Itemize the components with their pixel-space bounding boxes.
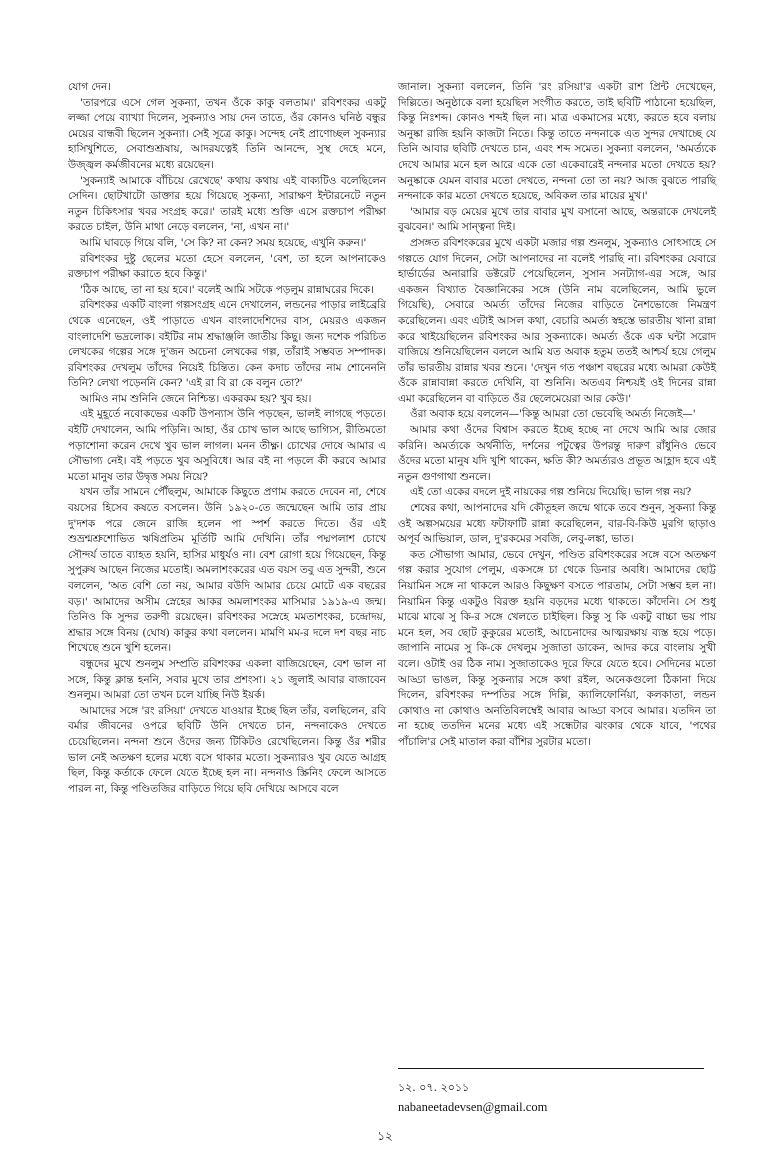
- paragraph: রবিশংকর দুষ্টু ছেলের মতো হেসে বললেন, 'বেশ, তা হলে আপনাকেও রক্তচাপ পরীক্ষা করাতে হবে কিন্তু।': [68, 252, 386, 281]
- article-column-right: [398, 80, 716, 751]
- paragraph: এই তো একের বদলে দুই নায়কের গল্প শুনিয়ে দিয়েছি। ভাল গল্প নয়?: [410, 486, 692, 499]
- paragraph: আমিও নাম শুনিনি জেনে নিশ্চিন্ত। একরকম হয়? খুব হয়।: [80, 392, 312, 405]
- paragraph: কত সৌভাগ্য আমার, ভেবে দেখুন, পণ্ডিত রবিশংকরের সঙ্গে বসে অতক্ষণ গল্প করার সুযোগ পেলুম, একসঙ্গে চা থেকে ডিনার অবধি। আমাদের ছোট্ট নিয়ামিন সঙ্গে না থাকলে আরও কিছুক্ষণ বসতে পারতাম, সেটা সম্ভব হল না। নিয়ামিন কিন্তু একটুও বিরক্ত হয়নি বড়দের মধ্যে থাকতে। কাঁদেনি। সে শুধু মাঝে মাঝে সু কি-র সঙ্গে খেলতে চাইছিল। কিন্তু সু কি একটু বাচ্চা ভয় পায় মনে হল, সব ছোট কুকুরের মতোই, আচেনাদের আত্মরক্ষায় ব্যস্ত হয়ে পড়ে। জাপানি নামের সু কি-কে দেখলুম সুজাতা ডাকেন, আদর করে বাংলায় সুখী বলে। ওটাই ওর ঠিক নাম। সুজাতাকেও দূরে ফিরে যেতে হবে। সেদিনের মতো আড্ডা ভাঙল, কিন্তু সুকন্যার সঙ্গে কথা রইল, অনেকগুলো ঠিকানা দিয়ে দিলেন, রবিশংকর দম্পতির সঙ্গে দিল্লি, ক্যালিফোর্নিয়া, কলকাতা, লন্ডন কোথাও না কোথাও অনতিবিলম্বেই আবার আড্ডা বসবে আমার। যতদিন তা না হচ্ছে ততদিন মনের মধ্যে এই সন্ধেটার ঝংকার থেকে যাবে, 'পথের পাঁচালি'র সেই মাতাল করা বাঁশির সুরটার মতো।: [398, 548, 716, 748]
- article-date: ১২. ০৭. ২০১১: [398, 1081, 470, 1094]
- paragraph: ওঁরা অবাক হয়ে বললেন—'কিন্তু আমরা তো ভেবেছি অমর্ত্য নিজেই—': [410, 408, 696, 421]
- paragraph: 'তারপরে এসে গেল সুকন্যা, তখন ওঁকে কাকু বলতাম।' রবিশংকর একটু লজ্জা পেয়ে ব্যাখ্যা দিলেন, সুকন্যাও সায় দেন তাতে, ওঁর কোনও ঘনিষ্ঠ বন্ধুর মেয়ের বান্ধবী ছিলেন সুকন্যা। সেই সূত্রে কাকু। সন্দেহ নেই প্রাণোচ্ছল সুকন্যার হাসিখুশিতে, সেবাশুশ্রূষায়, আদরযত্নেই তিনি আনন্দে, সুস্থ দেহে মনে, উজ্জ্বল কর্মজীবনের মধ্যে রয়েছেন।: [68, 96, 386, 171]
- paragraph: 'ঠিক আছে, তা না হয় হবে।' বলেই আমি সটকে পড়লুম রান্নাঘরের দিকে।: [80, 283, 374, 296]
- footer-divider: [398, 1068, 704, 1069]
- paragraph: যখন তাঁর সামনে পৌঁছলুম, আমাকে কিছুতে প্রণাম করতে দেবেন না, শেষে বয়সের হিসেব কষতে বসলেন। উনি ১৯২০-তে জন্মেছেন আমি তার প্রায় দু'দশক পরে জেনে রাজি হলেন পা স্পর্শ করতে দিতে। ওঁর এই শুভ্রশ্মশ্রুশোভিত ঋষিপ্রতিম মূর্তিটি আমি দেখিনি। তাঁর পদ্মপলাশ চোখে সৌন্দর্য তাতে ব্যাহত হয়নি, হাসির মাধুর্যও না। বেশ রোগা হয়ে গিয়েছেন, কিন্তু সুপুরুষ আছেন নিজের মতোই। অমলাশংকরের এত বয়স তবু এত সুন্দরী, শুনে বললেন, 'অত বেশি তো নয়, আমার বউদি আমার চেয়ে মোটে এক বছরের বড়।' আমাদের অসীম স্নেহের আকর অমলাশংকর মাসিমার ১৯১৯-এ জন্ম। তিনিও কি সুন্দর তরুণী রয়েছেন। রবিশংকর সস্নেহে মমতাশংকর, চন্দ্রোদয়, শ্রদ্ধার সঙ্গে বিনয় (ঘোষ) কাকুর কথা বললেন। মামণি মম-র দলে দশ বছর নাচ শিখেছে শুনে খুশি হলেন।: [68, 486, 386, 655]
- paragraph: আমার কথা ওঁদের বিশ্বাস করতে ইচ্ছে হচ্ছে না দেখে আমি আর জোর করিনি। অমর্ত্যকে অর্থনীতি, দর্শনের পটুত্বের উপরন্তু দারুণ রাঁধুনিও ভেবে ওঁদের মতো মানুষ যদি খুশি থাকেন, ক্ষতি কী? অমর্ত্যরও প্রভূত আহ্লাদ হবে এই নতুন গুণগাথা শুনলে।: [398, 424, 716, 483]
- paragraph: আমাদের সঙ্গে 'রং রসিয়া' দেখতে যাওয়ার ইচ্ছে ছিল তাঁর, বলছিলেন, রবি বর্মার জীবনের ওপরে ছবিটি উনি দেখতে চান, নন্দনাকেও দেখতে চেয়েছিলেন। নন্দনা শুনে ওঁদের জন্য টিকিটও রেখেছিলেন। কিন্তু ওঁর শরীর ভাল নেই অতক্ষণ হলের মধ্যে বসে থাকার মতো। সুকন্যারও খুব যেতে আগ্রহ ছিল, কিন্তু কর্তাকে ফেলে যেতে ইচ্ছে হল না। নন্দনাও স্ক্রিনিং ফেলে আসতে পারল না, কিন্তু পণ্ডিতজির বাড়িতে গিয়ে ছবি দেখিয়ে আসবে বলে: [68, 704, 386, 795]
- paragraph: প্রসঙ্গত রবিশংকরের মুখে একটা মজার গল্প শুনলুম, সুকন্যাও সোৎসাহে সে গল্পতে যোগ দিলেন, সেটা আপনাদের না বলেই পারছি না। রবিশংকর যেবারে হার্ভার্ডের অনারারি ডক্টরেট পেয়েছিলেন, সুসান সনট্যাগ-এর সঙ্গে, আর একজন বিখ্যাত বৈজ্ঞানিকের সঙ্গে (উনি নাম বলেছিলেন, আমি ভুলে গিয়েছি), সেবারে অমর্ত্য তাঁদের নিজের বাড়িতে নৈশভোজে নিমন্ত্রণ করেছিলেন। এবং এটাই আসল কথা, বেচারি অমর্ত্য স্বহস্তে ভারতীয় খানা রান্না করে খাইয়েছিলেন রবিশংকর আর সুকন্যাকে। অমর্ত্য ওঁকে এক ঘন্টা সরোদ বাজিয়ে শুনিয়েছিলেন বললে আমি যত অবাক হতুম ততই আশ্চর্য হয়ে গেলুম তাঁর ভারতীয় রান্নার খবর শুনে। 'দেখুন গত পঞ্চাশ বছরের মধ্যে আমরা কেউই ওঁকে রান্নাবান্না করতে দেখিনি, বা শুনিনি। অতএব নিশ্চয়ই ওই দিনের রান্না এমা করেছিলেন বা বাড়িতে ওঁর ছেলেমেয়েরা আর কেউ।': [398, 236, 716, 405]
- paragraph: রবিশংকর একটি বাংলা গল্পসংগ্রহ এনে দেখালেন, লন্ডনের পাড়ার লাইব্রেরি থেকে এনেছেন, ওই পাড়াতে এখন বাংলাদেশিদের বাস, মেয়রও একজন বাংলাদেশি ভদ্রলোক। বইটির নাম শ্রদ্ধাঞ্জলি জাতীয় কিছু। জন্য দশেক পরিচিত লেখকের গল্পের সঙ্গে দু'জন অচেনা লেখকের গল্প, তাঁরাই সম্ভবত সম্পাদক। রবিশংকর দেখলুম তাঁদের নিয়েই চিন্তিত। কেন কদাচ তাঁদের নাম শোনেননি তিনি? লেখা পড়েননি কেন? 'এই রা বি রা কে বলুন তো?': [68, 299, 386, 390]
- author-email: nabaneetadevsen@gmail.com: [398, 1100, 548, 1114]
- paragraph: শেষের কথা, আপনাদের যদি কৌতূহল জন্মে থাকে তবে শুনুন, সুকন্যা কিন্তু ওই অল্পসময়ের মধ্যে ফটাফাটি রান্না করেছিলেন, বার-বি-কিউ মুরগি ছাড়াও অপূর্ব আভিয়াল, ডাল, দু'রকমের সবজি, লেবু-লঙ্কা, ভাত।: [398, 502, 716, 546]
- paragraph: 'সুকন্যাই আমাকে বাঁচিয়ে রেখেছে' কথায় কথায় এই বাক্যটিও বলেছিলেন সেদিন। ছোটখাটো ডাক্তার হয়ে গিয়েছে সুকন্যা, সারাক্ষণ ইন্টারনেটে নতুন নতুন চিকিৎসার খবর সংগ্রহ করে।' তারই মধ্যে শুক্তি এসে রক্তচাপ পরীক্ষা করতে চাইল, উনি মাথা নেড়ে বললেন, 'না, এখন না।': [68, 174, 386, 234]
- paragraph: যোগ দেন।: [68, 81, 111, 93]
- paragraph: আমি ঘাবড়ে গিয়ে বলি, 'সে কি? না কেন? সময় হয়েছে, এখুনি করুন।': [80, 236, 367, 249]
- paragraph: বন্ধুদের মুখে শুনলুম সম্প্রতি রবিশংকর একলা বাজিয়েছেন, বেশ ভাল না সঙ্গে, কিন্তু ক্লান্ত হননি, সবার মুখে তার প্রশংসা। ২১ জুলাই আবার বাজাবেন শুনলুম। আমরা তো তখন চলে যাচ্ছি নিউ ইয়র্ক।: [68, 657, 386, 702]
- article-column-left: [68, 80, 386, 797]
- page-number: ১২: [377, 1129, 393, 1143]
- paragraph: এই মুহূর্তে নবোকভের একটি উপন্যাস উনি পড়ছেন, ভালই লাগছে পড়তে। বইটি দেখালেন, আমি পড়িনি। আহা, ওঁর চোখ ভাল আছে ভাগ্যিস, রীতিমতো পড়াশোনা করেন দেখে খুব ভাল লাগল। মনন তীক্ষ্ণ। চোখের দোষে আমার এ সৌভাগ্য নেই। বই পড়তে খুব অসুবিধে। আর বই না পড়লে কী করবে আমার মতো মানুষ তার উদ্বৃত্ত সময় নিয়ে?: [68, 408, 386, 483]
- paragraph: জানাল। সুকন্যা বললেন, তিনি 'রং রসিয়া'র একটা রাশ প্রিন্ট দেখেছেন, দিল্লিতে। অনুষ্ঠাকে বলা হয়েছিল সংগীত করতে, তাই ছবিটি পাঠানো হয়েছিল, কিন্তু নিঃশব্দ। কোনও শব্দই ছিল না। মাত্র একমাসের মধ্যে, করতে হবে বলায় অনুষ্কা রাজি হয়নি কাজটা নিতে। কিন্তু তাতে নন্দনাকে এত সুন্দর দেখাচ্ছে যে তিনি আবার ছবিটি দেখতে চান, এবং শব্দ সমেত। সুকন্যা বললেন, 'অমর্ত্যকে দেখে আমার মনে হল আরে একে তো একেবারেই নন্দনার মতো দেখতে হয়? অনুষ্কাকে যেমন বাবার মতো দেখতে, নন্দনা তো তা নয়? আজ বুঝতে পারছি নন্দনাকে কার মতো দেখতে হয়েছে, অবিকল তার মায়ের মুখ।': [398, 81, 716, 203]
- paragraph: 'আমার বড় মেয়ের মুখে তার বাবার মুখ বসানো আছে, অন্তরাকে দেখলেই বুঝবেন।' আমি সান্ত্বনা দিই।: [398, 205, 716, 234]
